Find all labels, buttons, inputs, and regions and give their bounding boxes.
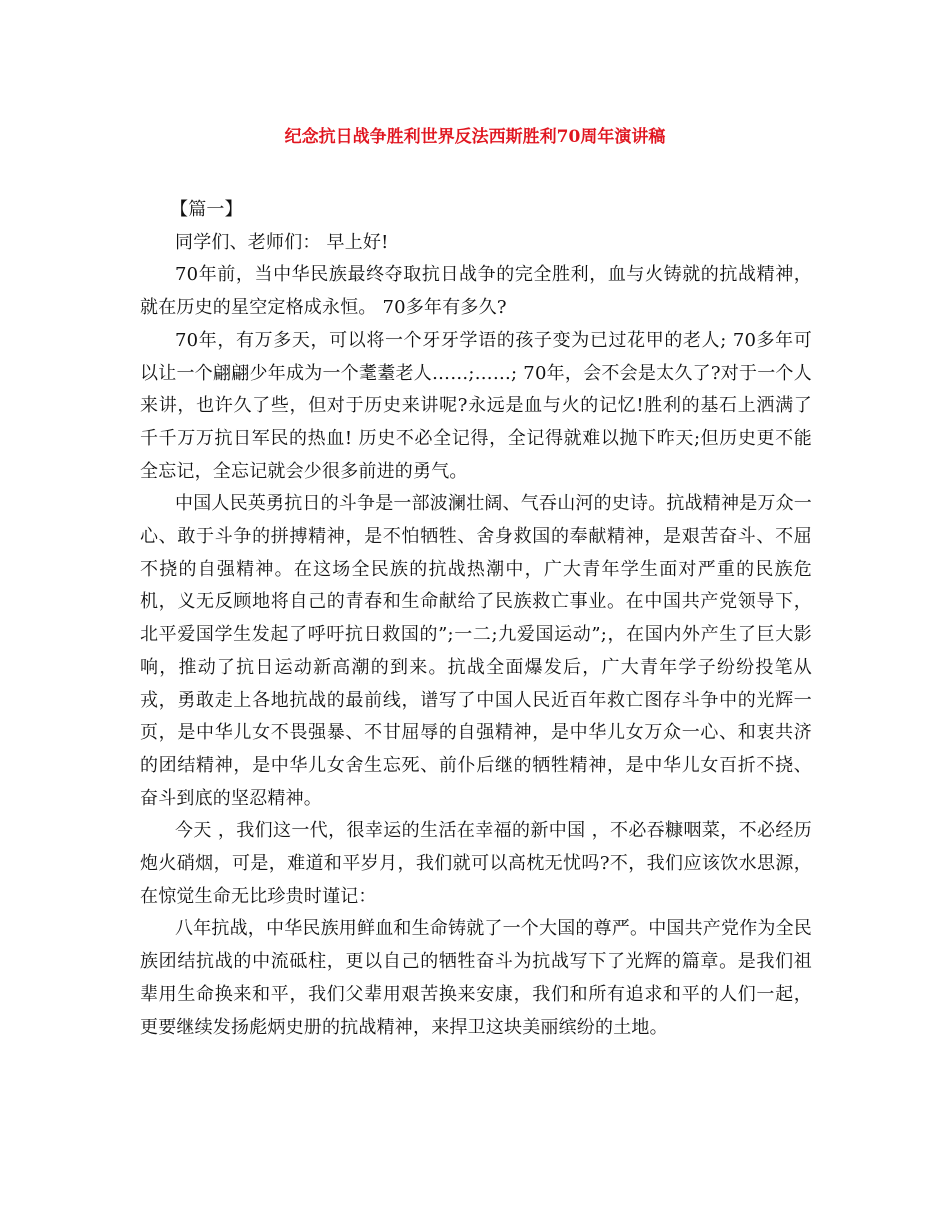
paragraph-5: 八年抗战，中华民族用鲜血和生命铸就了一个大国的尊严。中国共产党作为全民族团结抗战的中流砥柱，更以自己的牺牲奋斗为抗战写下了光辉的篇章。是我们祖辈用生命换来和平，我们父辈用艰苦换来安康，我们和所有追求和平的人们一起，更要继续发扬彪炳史册的抗战精神，来捍卫这块美丽缤纷的土地。: [140, 918, 812, 1038]
document-body: [140, 194, 812, 1044]
greeting: 同学们、老师们： 早上好!: [175, 231, 389, 253]
paragraph-3: 中国人民英勇抗日的斗争是一部波澜壮阔、气吞山河的史诗。抗战精神是万众一心、敢于斗争的拼搏精神，是不怕牺牲、舍身救国的奉献精神，是艰苦奋斗、不屈不挠的自强精神。在这场全民族的抗战热潮中，广大青年学生面对严重的民族危机，义无反顾地将自己的青春和生命献给了民族救亡事业。在中国共产党领导下，北平爱国学生发起了呼吁抗日救国的”;一二;九爱国运动”;，在国内外产生了巨大影响，推动了抗日运动新高潮的到来。抗战全面爆发后，广大青年学子纷纷投笔从戎，勇敢走上各地抗战的最前线，谱写了中国人民近百年救亡图存斗争中的光辉一页，是中华儿女不畏强暴、不甘屈辱的自强精神，是中华儿女万众一心、和衷共济的团结精神，是中华儿女舍生忘死、前仆后继的牺牲精神，是中华儿女百折不挠、奋斗到底的坚忍精神。: [140, 493, 812, 809]
section-label: 【篇一】: [170, 199, 243, 220]
paragraph-2: 70年，有万多天，可以将一个牙牙学语的孩子变为已过花甲的老人; 70多年可以让一个翩翩少年成为一个耄耋老人……;……; 70年，会不会是太久了?对于一个人来讲，也许久了些，但对于历史来讲呢?永远是血与火的记忆!胜利的基石上洒满了千千万万抗日军民的热血! 历史不必全记得，全记得就难以抛下昨天;但历史更不能全忘记，全忘记就会少很多前进的勇气。: [140, 329, 812, 482]
document-title: 纪念抗日战争胜利世界反法西斯胜利70周年演讲稿: [284, 127, 666, 147]
paragraph-4: 今天 ，我们这一代，很幸运的生活在幸福的新中国 ，不必吞糠咽菜，不必经历炮火硝烟，可是，难道和平岁月，我们就可以高枕无忧吗?不，我们应该饮水思源，在惊觉生命无比珍贵时谨记：: [140, 820, 812, 907]
paragraph-1: 70年前，当中华民族最终夺取抗日战争的完全胜利，血与火铸就的抗战精神，就在历史的星空定格成永恒。 70多年有多久?: [140, 264, 812, 319]
